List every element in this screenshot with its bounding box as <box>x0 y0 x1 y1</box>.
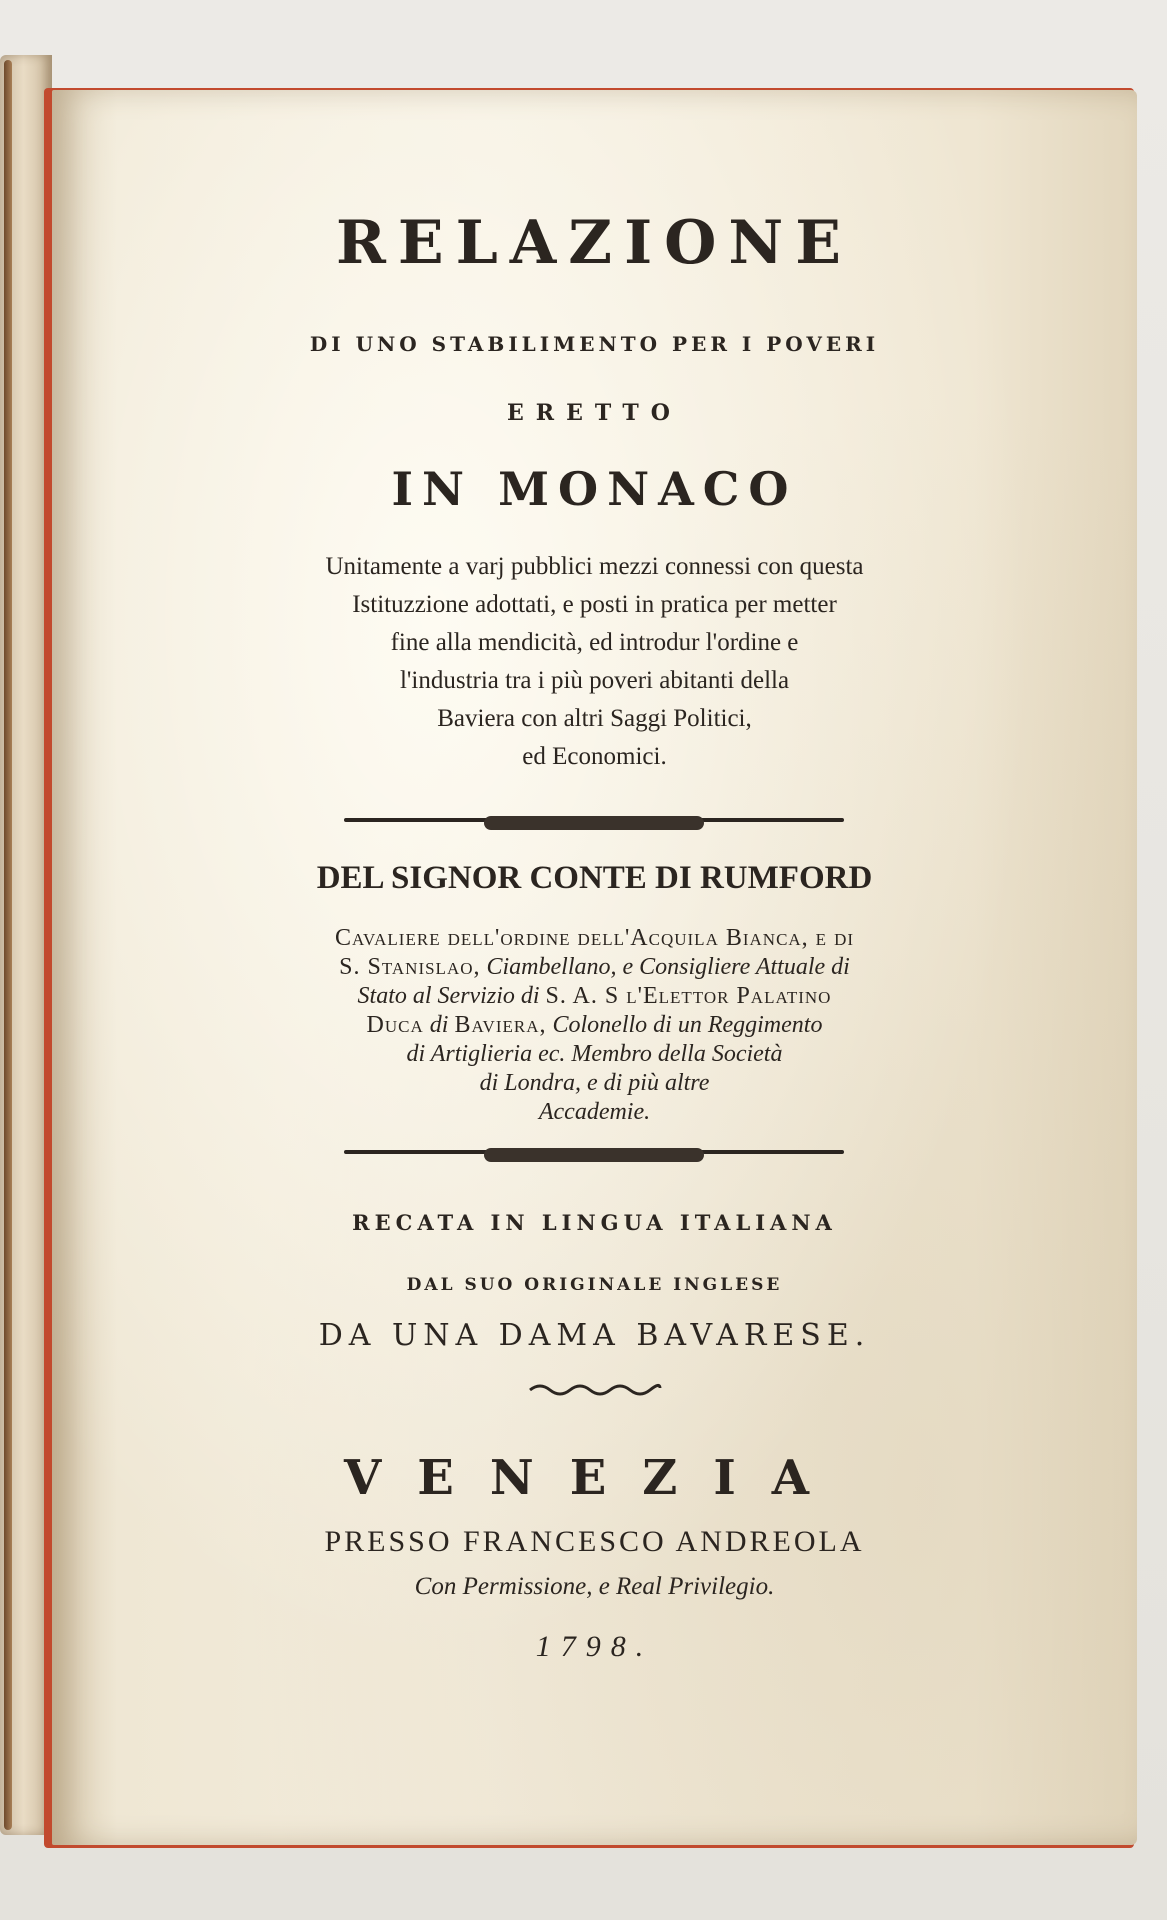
description-line: ed Economici. <box>522 743 667 770</box>
subtitle-line-2: ERETTO <box>507 400 682 426</box>
subtitle-line-1: DI UNO STABILIMENTO PER I POVERI <box>309 332 880 356</box>
title-page <box>52 90 1137 1845</box>
credentials-line: S. Stanislao, Ciambellano, e Consigliere Attuale di <box>339 954 850 980</box>
credentials-line: Stato al Servizio di S. A. S l'Elettor Palatino <box>357 983 832 1009</box>
translation-line-3: DA UNA DAMA BAVARESE. <box>318 1318 871 1353</box>
imprint-year: 1798. <box>535 1630 654 1663</box>
description-line: Baviera con altri Saggi Politici, <box>437 705 752 732</box>
author-credentials <box>52 924 1137 1127</box>
description-block <box>52 548 1137 776</box>
credentials-line: Cavaliere dell'ordine dell'Acquila Bianca, e di <box>334 925 855 951</box>
description-line: fine alla mendicità, ed introdur l'ordine e <box>390 629 799 656</box>
credentials-line: Accademie. <box>538 1099 651 1125</box>
author-line: DEL SIGNOR CONTE DI RUMFORD <box>316 860 873 896</box>
description-line: Istituzzione adottati, e posti in pratica per metter <box>352 591 837 618</box>
credentials-line: Duca di Baviera, Colonello di un Reggimento <box>366 1012 823 1038</box>
imprint-printer: PRESSO FRANCESCO ANDREOLA <box>324 1525 865 1558</box>
imprint-city: VENEZIA <box>343 1450 846 1506</box>
credentials-line: di Londra, e di più altre <box>479 1070 710 1096</box>
book-title: RELAZIONE <box>335 208 854 278</box>
translation-line-1: RECATA IN LINGUA ITALIANA <box>352 1210 837 1235</box>
subtitle-line-3: IN MONACO <box>391 462 798 516</box>
spine-binding-edge <box>4 60 12 1830</box>
credentials-line: di Artiglieria ec. Membro della Società <box>406 1041 783 1067</box>
flourish-ornament <box>52 1380 1137 1404</box>
imprint-permission: Con Permissione, e Real Privilegio. <box>414 1573 775 1600</box>
translation-line-2: DAL SUO ORIGINALE INGLESE <box>406 1275 783 1295</box>
description-line: l'industria tra i più poveri abitanti della <box>399 667 790 694</box>
ornamental-rule <box>344 818 844 822</box>
description-line: Unitamente a varj pubblici mezzi connessi con questa <box>325 553 864 580</box>
wave-ornament-icon <box>525 1380 665 1400</box>
ornamental-rule <box>344 1150 844 1154</box>
